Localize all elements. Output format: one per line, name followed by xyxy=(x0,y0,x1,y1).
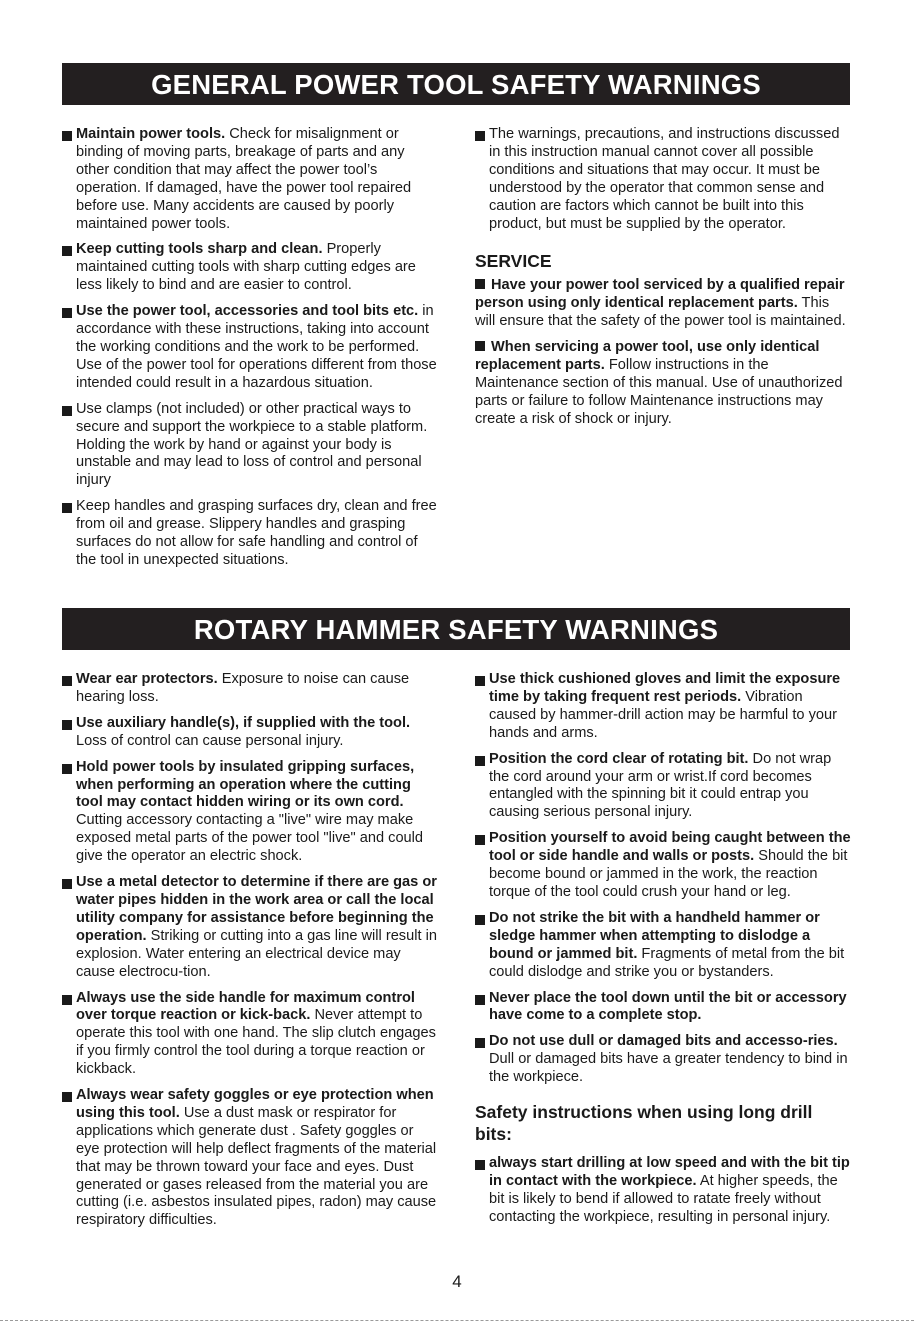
list-item xyxy=(62,126,438,233)
item-text: Cutting accessory contacting a "live" wire may make exposed metal parts of the power tool "live" and could give the operator an electric shock. xyxy=(76,812,424,865)
item-bold: Do not strike the bit with a handheld hammer or sledge hammer when attempting to dislodge a bound or jammed bit. xyxy=(489,909,820,962)
item-bold: Hold power tools by insulated gripping surfaces, when performing an operation where the cutting tool may contact hidden wiring or its own cord. xyxy=(76,758,415,811)
service-heading: SERVICE xyxy=(475,251,552,272)
item-text: Fragments of metal from the bit could dislodge and strike you or bystanders. xyxy=(489,945,845,980)
list-item xyxy=(62,874,438,981)
page-bottom-rule xyxy=(0,1320,914,1321)
list-item xyxy=(62,1087,438,1230)
long-bits-heading: Safety instructions when using long drill bits: xyxy=(475,1102,813,1145)
item-bold: Do not use dull or damaged bits and accesso-ries. xyxy=(489,1033,838,1050)
list-item xyxy=(62,715,438,751)
item-text: Exposure to noise can cause hearing loss. xyxy=(76,671,410,705)
item-text: This will ensure that the safety of the power tool is maintained. xyxy=(475,295,846,330)
rotary-right-column xyxy=(475,671,851,1235)
rotary-left-column xyxy=(62,671,438,1238)
item-bold: Use auxiliary handle(s), if supplied with the tool. xyxy=(76,714,411,731)
general-left-column xyxy=(62,126,438,578)
list-item xyxy=(62,498,438,570)
item-bold: Maintain power tools. xyxy=(76,126,226,142)
service-item xyxy=(475,339,847,429)
item-bold: Use a metal detector to determine if there are gas or water pipes hidden in the work area or call the local utility company for assistance before beginning the operation. xyxy=(76,874,437,944)
item-text: Loss of control can cause personal injury. xyxy=(76,732,344,749)
item-text: At higher speeds, the bit is likely to bend if allowed to ratate freely without contacting the workpiece, resulting in personal injury. xyxy=(489,1172,838,1225)
intro-item xyxy=(475,126,847,233)
item-text: Check for misalignment or binding of moving parts, breakage of parts and any other condition that may affect the power tool’s operation. If damaged, have the power tool repaired before use. Many accidents are caused by poorly maintained power tools. xyxy=(76,126,412,232)
item-text: Dull or damaged bits have a greater tendency to bind in the workpiece. xyxy=(489,1051,848,1086)
banner-rotary-warnings: ROTARY HAMMER SAFETY WARNINGS xyxy=(62,608,850,650)
page-number: 4 xyxy=(452,1272,462,1291)
list-item xyxy=(475,1033,851,1087)
list-item xyxy=(62,303,438,393)
item-text: Use a dust mask or respirator for applications which generate dust . Safety goggles or eye protection will help deflect fragments of the material that may be thrown toward your face and eyes. Dust generated or gases released from the material you are cutting (i.e. asbestos insulated pipes, radon) may cause respiratory difficulties. xyxy=(76,1104,437,1229)
item-text: Do not wrap the cord around your arm or wrist.If cord becomes entangled with the spinning bit it could entrap you causing serious personal injury. xyxy=(489,750,832,821)
item-bold: Always use the side handle for maximum control over torque reaction or kick-back. xyxy=(76,989,415,1024)
list-item xyxy=(62,759,438,866)
item-text: Vibration caused by hammer-drill action may be harmful to your hands and arms. xyxy=(489,688,837,741)
item-bold: Never place the tool down until the bit or accessory have come to a complete stop. xyxy=(489,989,847,1024)
item-bold: Position the cord clear of rotating bit. xyxy=(489,750,749,767)
list-item xyxy=(475,910,851,982)
item-bold: always start drilling at low speed and with the bit tip in contact with the workpiece. xyxy=(489,1155,850,1189)
list-item xyxy=(475,830,851,902)
list-item xyxy=(62,241,438,295)
item-text: Never attempt to operate this tool with one hand. The slip clutch engages if you firmly control the tool during a torque reaction or kickback. xyxy=(76,1007,436,1078)
list-item xyxy=(475,990,851,1026)
item-bold: Use thick cushioned gloves and limit the exposure time by taking frequent rest periods. xyxy=(489,671,841,705)
general-right-column xyxy=(475,126,847,437)
item-bold: Keep cutting tools sharp and clean. xyxy=(76,241,323,258)
item-bold: When servicing a power tool, use only identical replacement parts. xyxy=(475,339,820,373)
item-bold: Wear ear protectors. xyxy=(76,671,218,687)
list-item xyxy=(475,1155,851,1227)
item-text: Properly maintained cutting tools with sharp cutting edges are less likely to bind and are easier to control. xyxy=(76,241,416,294)
intro-text: The warnings, precautions, and instructions discussed in this instruction manual cannot cover all possible conditions and situations that may occur. It must be understood by the operator that common sense and caution are factors which cannot be built into this product, but must be supplied by the operator. xyxy=(489,126,840,232)
item-text: Use clamps (not included) or other practical ways to secure and support the workpiece to a stable platform. Holding the work by hand or against your body is unstable and may lead to loss of control and personal injury xyxy=(76,400,428,489)
list-item xyxy=(475,671,851,743)
item-bold: Use the power tool, accessories and tool bits etc. xyxy=(76,303,419,320)
service-item xyxy=(475,277,847,331)
item-bold: Position yourself to avoid being caught between the tool or side handle and walls or posts. xyxy=(489,830,851,865)
item-text: Should the bit become bound or jammed in the work, the reaction torque of the tool could crush your hand or leg. xyxy=(489,848,848,900)
item-text: Striking or cutting into a gas line will result in explosion. Water entering an electrical device may cause electrocu-tion. xyxy=(76,927,437,980)
list-item xyxy=(62,401,438,491)
item-text: Follow instructions in the Maintenance section of this manual. Use of unauthorized parts or failure to follow Maintenance instructions may create a risk of shock or injury. xyxy=(475,356,843,427)
item-bold: Have your power tool serviced by a qualified repair person using only identical replacement parts. xyxy=(475,277,845,312)
item-bold: Always wear safety goggles or eye protection when using this tool. xyxy=(76,1087,434,1121)
list-item xyxy=(62,990,438,1080)
item-text: in accordance with these instructions, taking into account the working conditions and the work to be performed. Use of the power tool for operations different from those intended could result in a hazardous situation. xyxy=(76,303,437,391)
list-item xyxy=(475,751,851,823)
item-text: Keep handles and grasping surfaces dry, clean and free from oil and grease. Slippery handles and grasping surfaces do not allow for safe handling and control of the tool in unexpected situations. xyxy=(76,498,437,568)
banner-general-warnings: GENERAL POWER TOOL SAFETY WARNINGS xyxy=(62,63,850,105)
list-item xyxy=(62,671,438,707)
